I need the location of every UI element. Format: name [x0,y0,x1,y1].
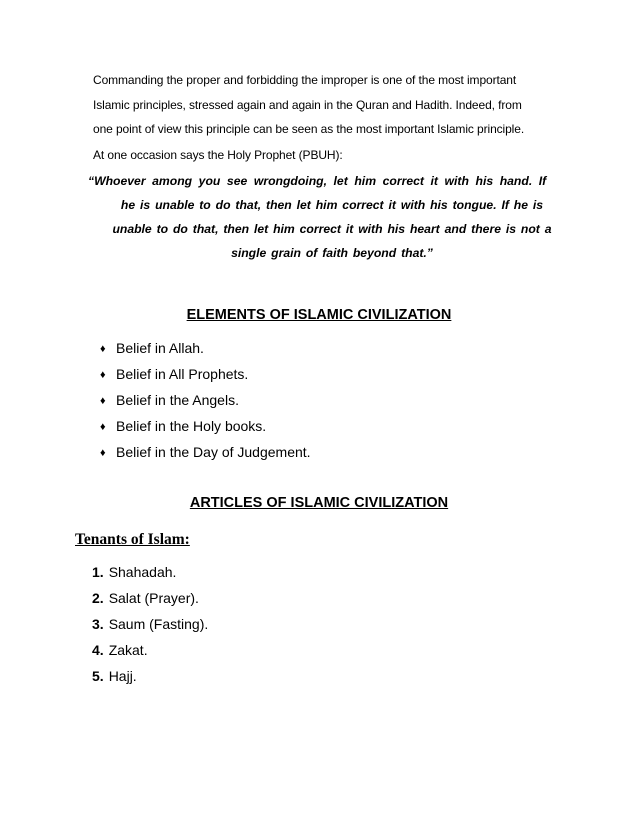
tenants-subheading: Tenants of Islam: [75,531,190,548]
list-item [92,666,208,692]
quote-line: unable to do that, then let him correct it with his heart and there is not a [112,222,552,236]
list-number: 5. [92,668,104,684]
list-number: 1. [92,564,104,580]
list-number: 2. [92,590,104,606]
quote-line: single grain of faith beyond that.” [231,246,433,260]
intro-line: Islamic principles, stressed again and again in the Quran and Hadith. Indeed, from [93,98,522,112]
elements-heading: ELEMENTS OF ISLAMIC CIVILIZATION [186,307,452,323]
articles-heading: ARTICLES OF ISLAMIC CIVILIZATION [189,495,449,511]
list-item-text: Belief in the Holy books. [116,418,267,434]
intro-line: At one occasion says the Holy Prophet (PBUH): [93,148,343,162]
intro-line: Commanding the proper and forbidding the improper is one of the most important [93,73,517,87]
list-item [100,364,311,390]
list-item [92,562,208,588]
list-number: 4. [92,642,104,658]
list-item-text: Shahadah. [108,564,177,580]
list-item [100,416,311,442]
quote-line: he is unable to do that, then let him correct it with his tongue. If he is [120,198,544,212]
diamond-bullet-icon: ♦ [100,395,106,407]
list-item-text: Belief in Allah. [116,340,204,356]
diamond-bullet-icon: ♦ [100,421,106,433]
list-item-text: Zakat. [108,642,148,658]
list-item-text: Belief in the Day of Judgement. [116,444,311,460]
diamond-bullet-icon: ♦ [100,369,106,381]
tenants-list [92,562,208,692]
list-item-text: Hajj. [108,668,137,684]
list-item-text: Saum (Fasting). [108,616,209,632]
list-item [100,442,311,468]
quote-line: “Whoever among you see wrongdoing, let him correct it with his hand. If [88,174,547,188]
list-number: 3. [92,616,104,632]
list-item [100,338,311,364]
list-item-text: Belief in All Prophets. [116,366,249,382]
diamond-bullet-icon: ♦ [100,343,106,355]
list-item [92,614,208,640]
list-item-text: Belief in the Angels. [116,392,239,408]
list-item [92,640,208,666]
diamond-bullet-icon: ♦ [100,447,106,459]
intro-line: one point of view this principle can be seen as the most important Islamic principle. [93,122,525,136]
list-item [92,588,208,614]
elements-list [100,338,311,468]
list-item [100,390,311,416]
list-item-text: Salat (Prayer). [108,590,199,606]
